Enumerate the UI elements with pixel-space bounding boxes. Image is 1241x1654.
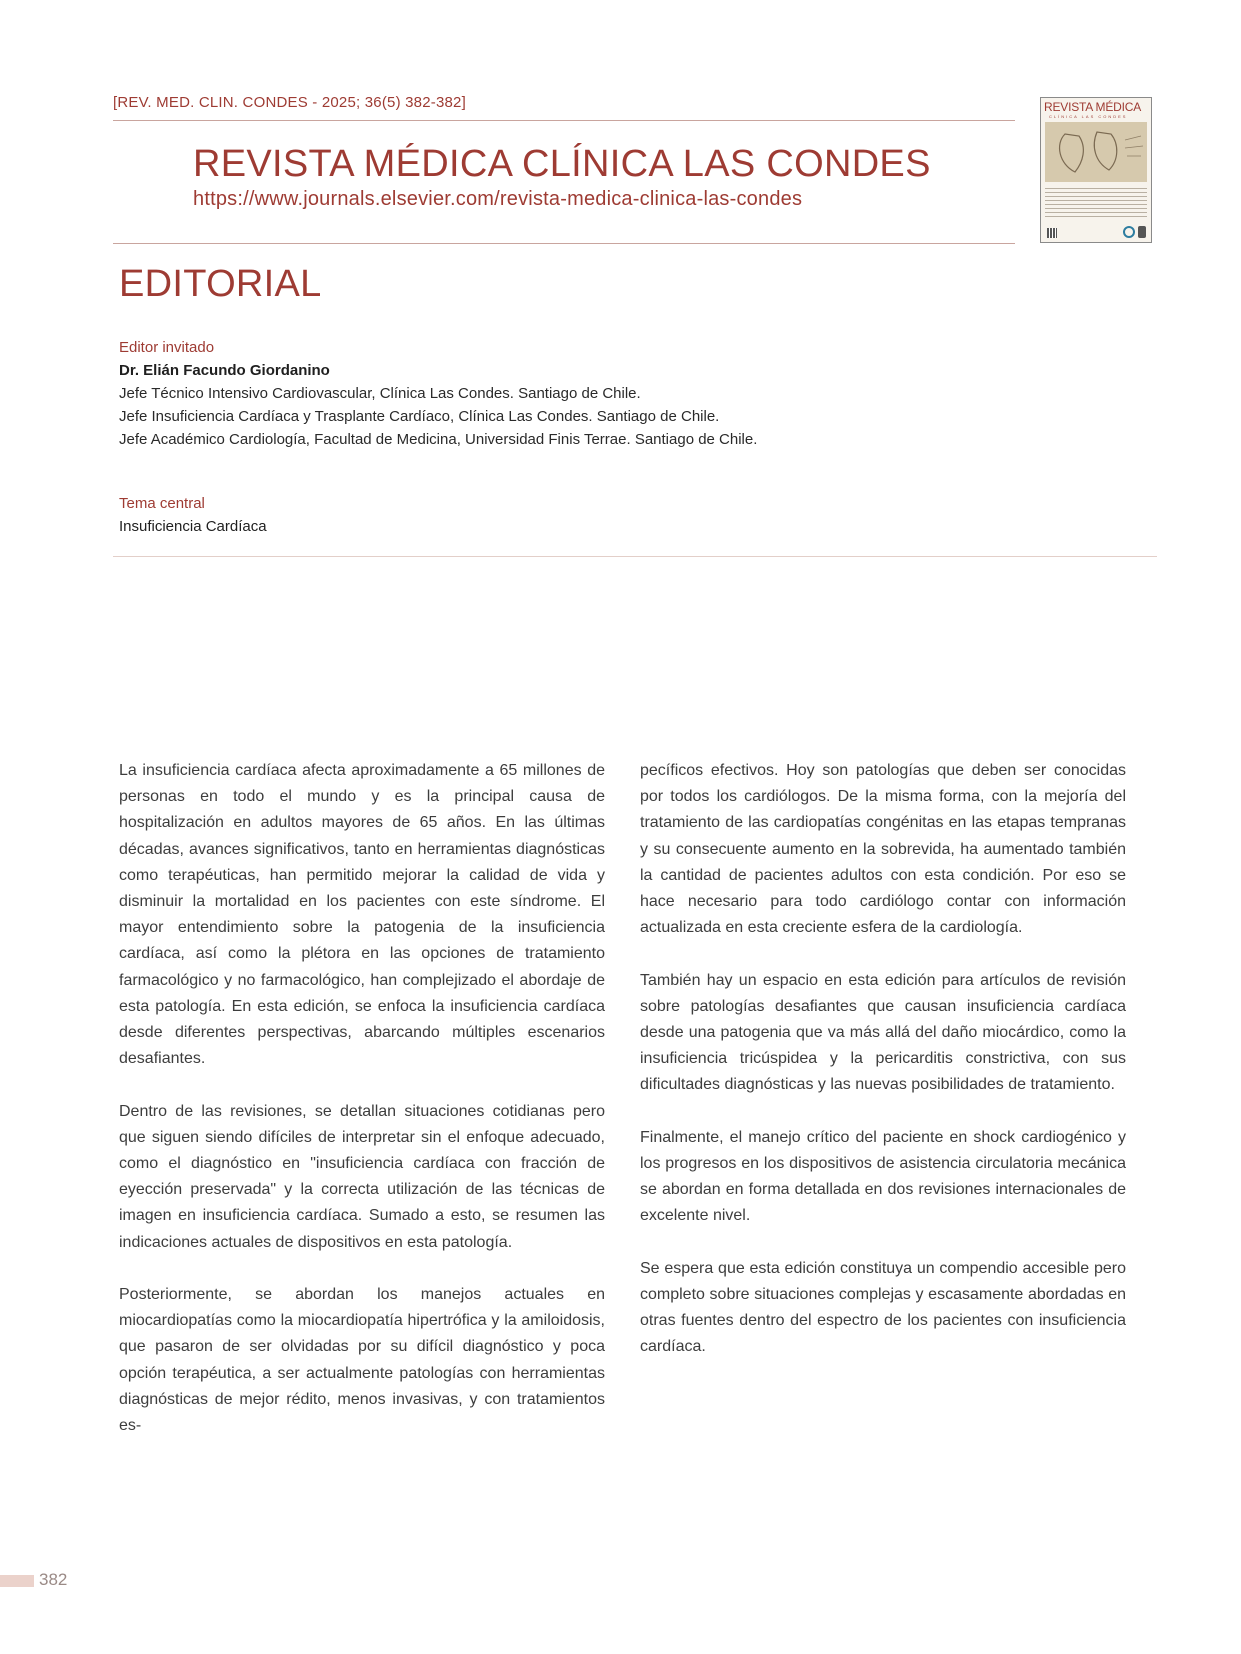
body-column-right (640, 758, 1126, 1387)
body-paragraph: La insuficiencia cardíaca afecta aproximadamente a 65 millones de personas en todo el mundo y es la principal causa de hospitalización en adultos mayores de 65 años. En las últimas décadas, avances significativos, tanto en herramientas diagnósticas como terapéuticas, han permitido mejorar la calidad de vida y disminuir la mortalidad en los pacientes con este síndrome. El mayor entendimiento sobre la patogenia de la insuficiencia cardíaca, así como la plétora en las opciones de tratamiento farmacológico y no farmacológico, han complejizado el abordaje de esta patología. En esta edición, se enfoca la insuficiencia cardíaca desde diferentes perspectivas, abarcando múltiples escenarios desafiantes. (119, 762, 605, 1068)
editor-affiliation: Jefe Insuficiencia Cardíaca y Trasplante Cardíaco, Clínica Las Condes. Santiago de Chile. (119, 408, 720, 425)
cover-title: REVISTA MÉDICA (1044, 100, 1141, 114)
publisher-logo-icon (1123, 226, 1135, 238)
qr-code-icon (1047, 228, 1057, 238)
body-paragraph: Posteriormente, se abordan los manejos actuales en miocardiopatías como la miocardiopatía hipertrófica y la amiloidosis, que pasaron de ser olvidadas por su difícil diagnóstico y poca opción terapéutica, a ser actualmente patologías con herramientas diagnósticas de mejor rédito, menos invasivas, y con tratamientos es- (119, 1286, 605, 1435)
heart-sketch-icon (1045, 122, 1147, 182)
header-rule-top (113, 120, 1015, 121)
section-title: EDITORIAL (119, 263, 322, 305)
section-divider (113, 556, 1157, 557)
cover-contents-lines (1045, 188, 1147, 220)
body-paragraph: pecíficos efectivos. Hoy son patologías que deben ser conocidas por todos los cardiólogos. De la misma forma, con la mejoría del tratamiento de las cardiopatías congénitas en las etapas tempranas y su consecuente aumento en la sobrevida, ha aumentado también la cantidad de pacientes adultos con esta condición. Por eso se hace necesario para todo cardiólogo contar con información actualizada en esta creciente esfera de la cardiología. (640, 762, 1126, 937)
cover-illustration (1045, 122, 1147, 182)
footer-accent-bar (0, 1575, 34, 1587)
topic-value: Insuficiencia Cardíaca (119, 518, 267, 535)
editor-affiliation: Jefe Académico Cardiología, Facultad de Medicina, Universidad Finis Terrae. Santiago de Chile. (119, 431, 758, 448)
header-rule-bottom (113, 243, 1015, 244)
journal-cover-thumbnail (1040, 97, 1152, 243)
page-number: 382 (39, 1570, 68, 1589)
editor-affiliation: Jefe Técnico Intensivo Cardiovascular, Clínica Las Condes. Santiago de Chile. (119, 385, 641, 402)
cover-subtitle: CLÍNICA LAS CONDES (1049, 114, 1128, 119)
body-paragraph: Se espera que esta edición constituya un compendio accesible pero completo sobre situaciones complejas y escasamente abordadas en otras fuentes dentro del espectro de los pacientes con insuficiencia cardíaca. (640, 1259, 1126, 1356)
elsevier-logo-icon (1138, 226, 1146, 238)
topic-label: Tema central (119, 495, 205, 512)
body-paragraph: También hay un espacio en esta edición para artículos de revisión sobre patologías desafiantes que causan insuficiencia cardíaca desde una patogenia que va más allá del daño miocárdico, como la insuficiencia tricúspidea y la pericarditis constrictiva, con sus dificultades diagnósticas y las nuevas posibilidades de tratamiento. (640, 971, 1126, 1094)
editor-name: Dr. Elián Facundo Giordanino (119, 362, 330, 379)
citation: [REV. MED. CLIN. CONDES - 2025; 36(5) 382-382] (113, 94, 466, 111)
journal-url[interactable]: https://www.journals.elsevier.com/revista-medica-clinica-las-condes (193, 188, 803, 210)
body-paragraph: Finalmente, el manejo crítico del paciente en shock cardiogénico y los progresos en los dispositivos de asistencia circulatoria mecánica se abordan en forma detallada en dos revisiones internacionales de excelente nivel. (640, 1128, 1126, 1225)
body-column-left (119, 758, 605, 1465)
journal-title: REVISTA MÉDICA CLÍNICA LAS CONDES (193, 143, 931, 185)
editor-label: Editor invitado (119, 339, 215, 356)
body-paragraph: Dentro de las revisiones, se detallan situaciones cotidianas pero que siguen siendo difíciles de interpretar sin el enfoque adecuado, como el diagnóstico en "insuficiencia cardíaca con fracción de eyección preservada" y la correcta utilización de las técnicas de imagen en insuficiencia cardíaca. Sumado a esto, se resumen las indicaciones actuales de dispositivos en esta patología. (119, 1102, 605, 1251)
